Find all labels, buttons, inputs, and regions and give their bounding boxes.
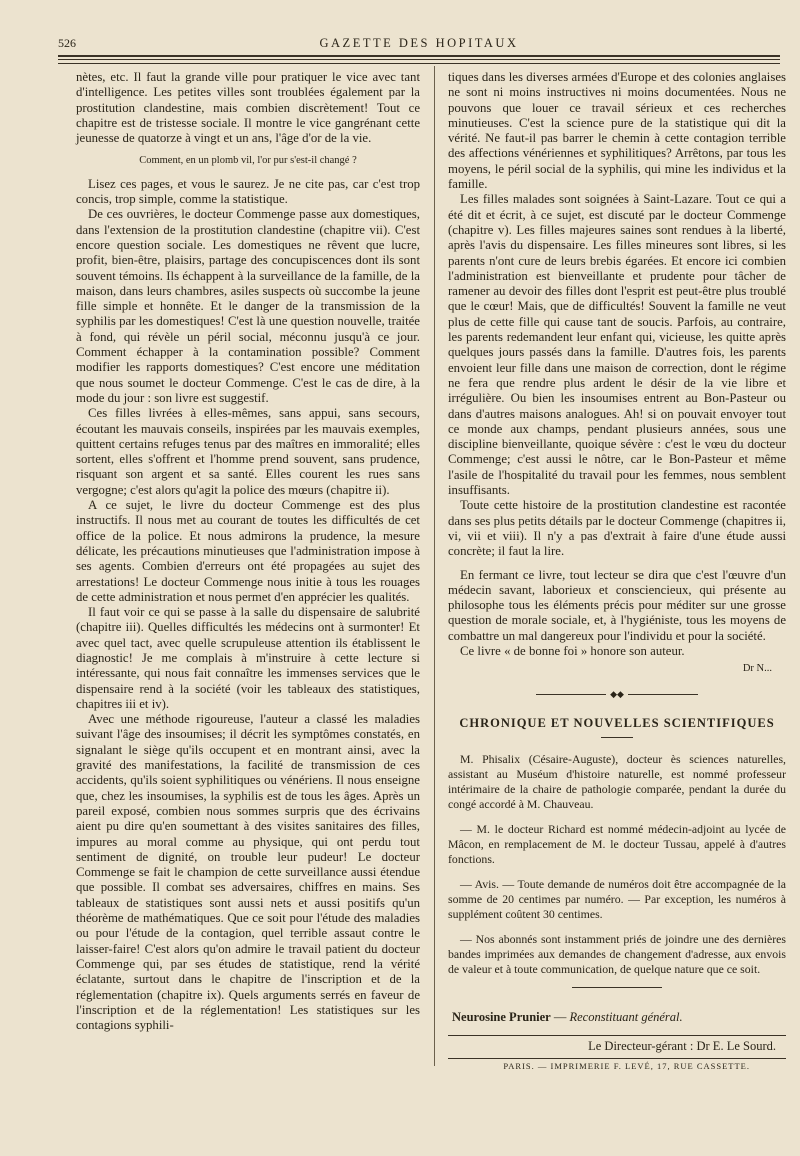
advertisement <box>452 1010 786 1025</box>
column-divider <box>434 66 435 1066</box>
paragraph: tiques dans les diverses armées d'Europe et des colonies anglaises ne sont ni moins instructives ni moins documentées. Nous ne pouvons que louer ce travail sérieux et ces recherches minutieuses. C'est la science pure de la statistique qui dit la vérité. Ne faut-il pas barrer le chemin à cette contagion terrible des affections vénériennes et syphilitiques? Arrêtons, par tous les moyens, le péril social de la syphilis, qui mine les individus et la famille. <box>448 70 786 192</box>
paragraph: Il faut voir ce qui se passe à la salle du dispensaire de salubrité (chapitre iii). Quelles difficultés les médecins ont à surmonter! Et avec quel tact, avec quelle scrupuleuse attention ils établissent le diagnostic! Je me complais à m'instruire à cette lecture si intéressante, qui nous fait connaître les immenses services que le dispensaire rend à la société (voir les tableaux des statistiques, chapitres iii et iv). <box>76 605 420 711</box>
paragraph: Ces filles livrées à elles-mêmes, sans appui, sans secours, écoutant les mauvais conseils, inspirées par les mauvais exemples, quittent certains refuges tenus par des maîtres en immoralité; elles sortent, elles s'offrent et l'homme prend souvent, sans prudence, risquant son argent et sa santé. Elles courent les rues sans vergogne; c'est alors qu'agit la police des mœurs (chapitre ii). <box>76 406 420 497</box>
header-rule <box>58 59 780 60</box>
paragraph: Lisez ces pages, et vous le saurez. Je ne cite pas, car c'est trop concis, trop simple, comme la statistique. <box>76 176 420 207</box>
footer-rule <box>448 1035 786 1036</box>
ornament-line <box>628 694 698 695</box>
paragraph: Toute cette histoire de la prostitution clandestine est racontée dans ses plus petits détails par le docteur Commenge (chapitres ii, vi, vii et viii). Il n'y a pas d'extrait à faire d'une étude aussi concrète; il faut la lire. <box>448 498 786 559</box>
director-line: Le Directeur-gérant : Dr E. Le Sourd. <box>588 1039 776 1054</box>
news-item: — Avis. — Toute demande de numéros doit être accompagnée de la somme de 20 centimes par numéro. — Par exception, les numéros à supplément coûtent 30 centimes. <box>448 877 786 922</box>
page-header <box>58 36 780 56</box>
spacer <box>448 560 786 568</box>
advert-dash: — <box>550 1010 570 1025</box>
diamond-icon: ◆◆ <box>610 688 624 699</box>
paragraph: Les filles malades sont soignées à Saint-Lazare. Tout ce qui a été dit et écrit, à ce sujet, est discuté par le docteur Commenge (chapitre v). Les filles majeures saines sont rendues à la liberté, après l'avis du dispensaire. Les filles mineures sont libres, si les parents n'ont cure de leurs brebis égarées. Et encore ici combien l'administration est bienveillante et prudente pour tâcher de ramener au devoir des filles dont l'esprit est peut-être plus troublé que le cœur! Mais, que de difficultés! Souvent la famille ne veut plus de cette fille qui cause tant de soucis. Parfois, au contraire, les parents redemandent leur enfant qui, vicieuse, les quitte après quelques jours passés dans la famille. D'autres fois, les parents envoient leur fille dans une maison de correction, dont le régime ne fera que rendre plus ardent le désir de la vie libre et irrégulière. Ou bien les insoumises entrent au Bon-Pasteur ou dans d'autres maisons analogues. Ah! si on pouvait envoyer tout ce monde aux champs, pendant plusieurs années, sous une discipline bienveillante, quoique sévère : c'est le vœu du docteur Commenge; c'est aussi le nôtre, car le Bon-Pasteur et même l'asile de l'hospitalité du travail pour les femmes, nous semblent insuffisants. <box>448 192 786 498</box>
epigraph: Comment, en un plomb vil, l'or pur s'est-il changé ? <box>139 155 357 167</box>
paragraph: De ces ouvrières, le docteur Commenge passe aux domestiques, dans l'extension de la prostitution clandestine (chapitre vii). C'est encore question sociale. Les domestiques ne rêvent que lucre, profit, bien-être, plaisirs, partage des concupiscences dont ils sont souvent témoins. Ils échappent à la surveillance de la famille, de la maison, dans leurs chambres, asiles suspects où succombe la jeune fille simple et honnête. Et le danger de la transmission de la syphilis par les domestiques! C'est là une question nouvelle, traitée à fond, qui révèle un péril social, méconnu jusqu'à ce jour. Comment échapper à la contamination possible? Comment modifier les rapports domestiques? C'est encore une méditation que nous soumet le docteur Commenge. C'est le cas de dire, à la mode du jour : son livre est suggestif. <box>76 207 420 405</box>
advert-product: Neurosine Prunier <box>452 1010 551 1025</box>
news-item: M. Phisalix (Césaire-Auguste), docteur ès sciences naturelles, assistant au Muséum d'histoire naturelle, est nommé professeur intérimaire de la chaire de pathologie comparée, pendant la durée du congé accordé à M. Chauveau. <box>448 752 786 812</box>
news-item: — Nos abonnés sont instamment priés de joindre une des dernières bandes imprimées aux demandes de changement d'adresse, aux envois de valeur et à toute communication, de quelque nature que ce soit. <box>448 932 786 977</box>
section-ornament <box>448 687 786 702</box>
right-column <box>448 70 786 1074</box>
journal-title: GAZETTE DES HOPITAUX <box>319 36 519 50</box>
ornament-line <box>536 694 606 695</box>
paragraph: Avec une méthode rigoureuse, l'auteur a classé les maladies suivant l'âge des insoumises; il décrit les symptômes constatés, en signalant le siège qu'ils occupent et en montrant ainsi, avec la gravité des manifestations, la facilité de transmission de ces accidents, qu'ils soient syphilitiques ou vénériens. Il nous enseigne que, chez les insoumises, la syphilis est de tous les âges. Après un pareil exposé, combien nous sommes surpris que des écrivains aient pu dire qu'en soumettant à des visites sanitaires des filles, impures au moral comme au physique, qui ont perdu tout sentiment de dignité, on trouble leur pudeur! Le docteur Commenge se fait le champion de cette surveillance aussi étendue que possible. Il combat ses adversaires, chiffres en mains. Ses tableaux de statistiques sont aussi nets et aussi positifs qu'un théorème de mathématiques. Que ce soit pour l'étude des maladies ou pour l'étude de la contagion, quel terrible assaut contre le laisser-faire! C'est alors qu'on admire le travail patient du docteur Commenge qui, par ses études de statistique, rend la vérité éclatante, surtout dans le chapitre de l'inscription et de la réglementation (chapitre ix). Quels arguments serrés en faveur de l'inscription et de la réglementation! Les statistiques sur les contagions syphili- <box>76 712 420 1033</box>
page-number: 526 <box>58 36 76 50</box>
printer-line: PARIS. — IMPRIMERIE F. LEVÉ, 17, RUE CASSETTE. <box>503 1060 750 1071</box>
title-underline <box>601 737 633 738</box>
section-title: CHRONIQUE ET NOUVELLES SCIENTIFIQUES <box>459 715 775 730</box>
header-rule <box>58 55 780 57</box>
left-column <box>76 70 420 1033</box>
paragraph: A ce sujet, le livre du docteur Commenge est des plus instructifs. Il nous met au courant de toutes les difficultés de cet office de la police. Et nous admirons la prudence, la mesure délicate, les précautions minutieuses que l'administration impose à ses agents. Combien d'erreurs ont été propagées au sujet des arrestations! Le docteur Commenge nous initie à tous les rouages de cette administration et nous permet d'en apprécier les qualités. <box>76 498 420 604</box>
paragraph: Ce livre « de bonne foi » honore son auteur. <box>460 643 685 658</box>
news-item: — M. le docteur Richard est nommé médecin-adjoint au lycée de Mâcon, en remplacement de M. le docteur Tussau, appelé à d'autres fonctions. <box>448 822 786 867</box>
news-end-rule <box>572 987 662 988</box>
header-rule <box>58 63 780 64</box>
news-list <box>448 752 786 977</box>
paragraph: nètes, etc. Il faut la grande ville pour pratiquer le vice avec tant d'intelligence. Les petites villes sont troublées également par la prostitution clandestine, mais combien discrètement! Tout ce chapitre est de tristesse sociale. Il montre le vice gangrénant cette jeunesse de quatorze à vingt et un ans, l'âge d'or de la vie. <box>76 70 420 146</box>
advert-tagline: Reconstituant général. <box>569 1010 683 1025</box>
paragraph: En fermant ce livre, tout lecteur se dira que c'est l'œuvre d'un médecin savant, laborieux et consciencieux, qui présente au philosophe tous les éléments précis pour méditer sur une grosse question de morale sociale, et, à l'hygiéniste, tous les moyens de combattre un mal dangereux pour l'individu et pour la société. <box>448 567 786 643</box>
signature: Dr N... <box>742 663 772 675</box>
